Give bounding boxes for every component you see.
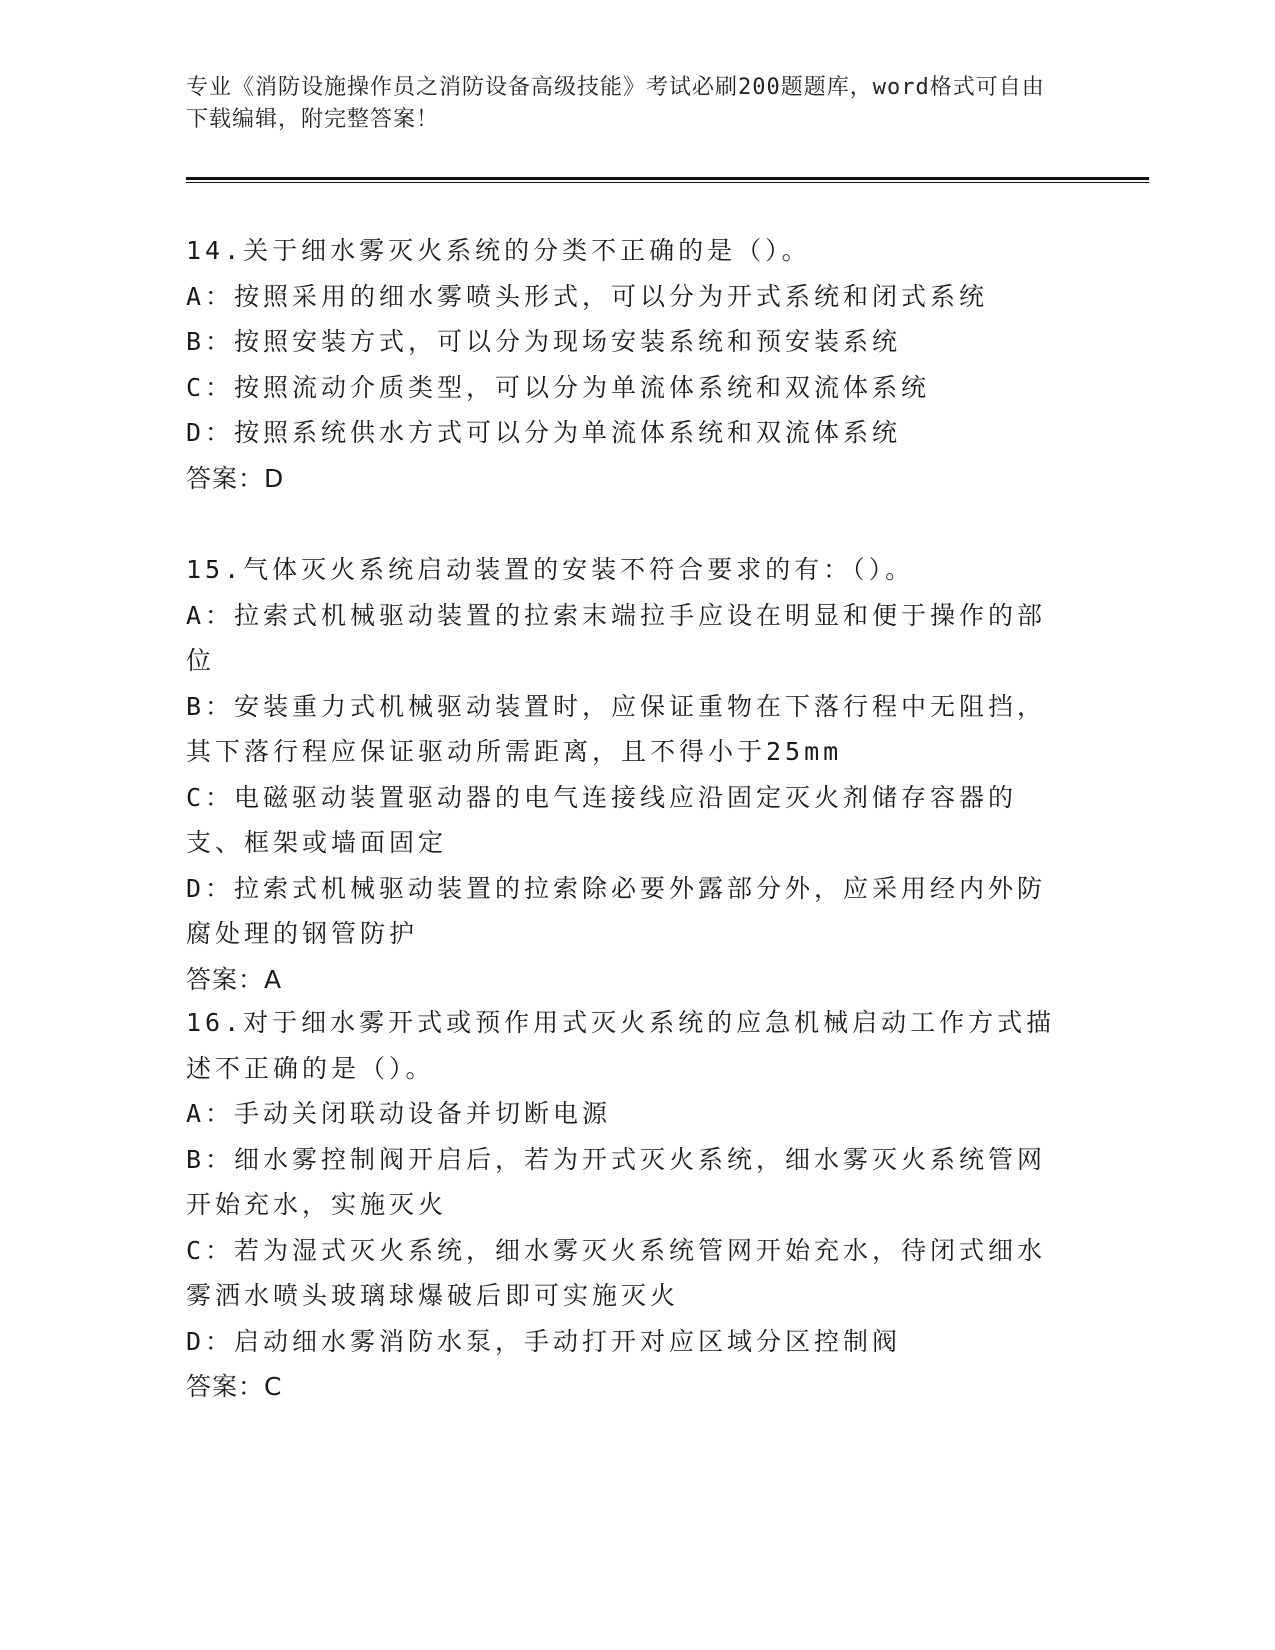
question-stem: 16.对于细水雾开式或预作用式灭火系统的应急机械启动工作方式描述不正确的是（）。: [186, 1008, 1056, 1083]
header-rule-thin: [186, 182, 1149, 183]
question-stem: 14.关于细水雾灭火系统的分类不正确的是（）。: [186, 236, 811, 265]
question-stem: 15.气体灭火系统启动装置的安装不符合要求的有：（）。: [186, 555, 915, 584]
option-a: A：拉索式机械驱动装置的拉索末端拉手应设在明显和便于操作的部位: [186, 600, 1047, 675]
option-a: A：手动关闭联动设备并切断电源: [186, 1099, 612, 1128]
document-header: 专业《消防设施操作员之消防设备高级技能》考试必刷200题题库，word格式可自由下载编辑，附完整答案！: [186, 75, 1045, 132]
option-b: B：按照安装方式，可以分为现场安装系统和预安装系统: [186, 327, 902, 356]
option-c: C：按照流动介质类型，可以分为单流体系统和双流体系统: [186, 372, 931, 402]
answer: 答案：A: [186, 964, 283, 994]
question-14: [186, 228, 1066, 501]
option-c: C：若为湿式灭火系统，细水雾灭火系统管网开始充水，待闭式细水雾洒水喷头玻璃球爆破后即可实施灭火: [186, 1235, 1047, 1310]
option-b: B：细水雾控制阀开启后，若为开式灭火系统，细水雾灭火系统管网开始充水，实施灭火: [186, 1144, 1047, 1219]
option-b: B：安装重力式机械驱动装置时，应保证重物在下落行程中无阻挡，其下落行程应保证驱动所需距离，且不得小于25mm: [186, 691, 1047, 766]
question-15: [186, 547, 1066, 1002]
question-16: [186, 1000, 1066, 1410]
header-rule-thick: [186, 177, 1149, 180]
answer: 答案：C: [186, 1372, 283, 1401]
option-d: D：拉索式机械驱动装置的拉索除必要外露部分外，应采用经内外防腐处理的钢管防护: [186, 873, 1047, 948]
option-c: C：电磁驱动装置驱动器的电气连接线应沿固定灭火剂储存容器的支、框架或墙面固定: [186, 782, 1018, 857]
option-d: D：启动细水雾消防水泵，手动打开对应区域分区控制阀: [186, 1326, 902, 1356]
answer: 答案：D: [186, 463, 285, 493]
option-d: D：按照系统供水方式可以分为单流体系统和双流体系统: [186, 418, 902, 447]
option-a: A：按照采用的细水雾喷头形式，可以分为开式系统和闭式系统: [186, 281, 989, 311]
